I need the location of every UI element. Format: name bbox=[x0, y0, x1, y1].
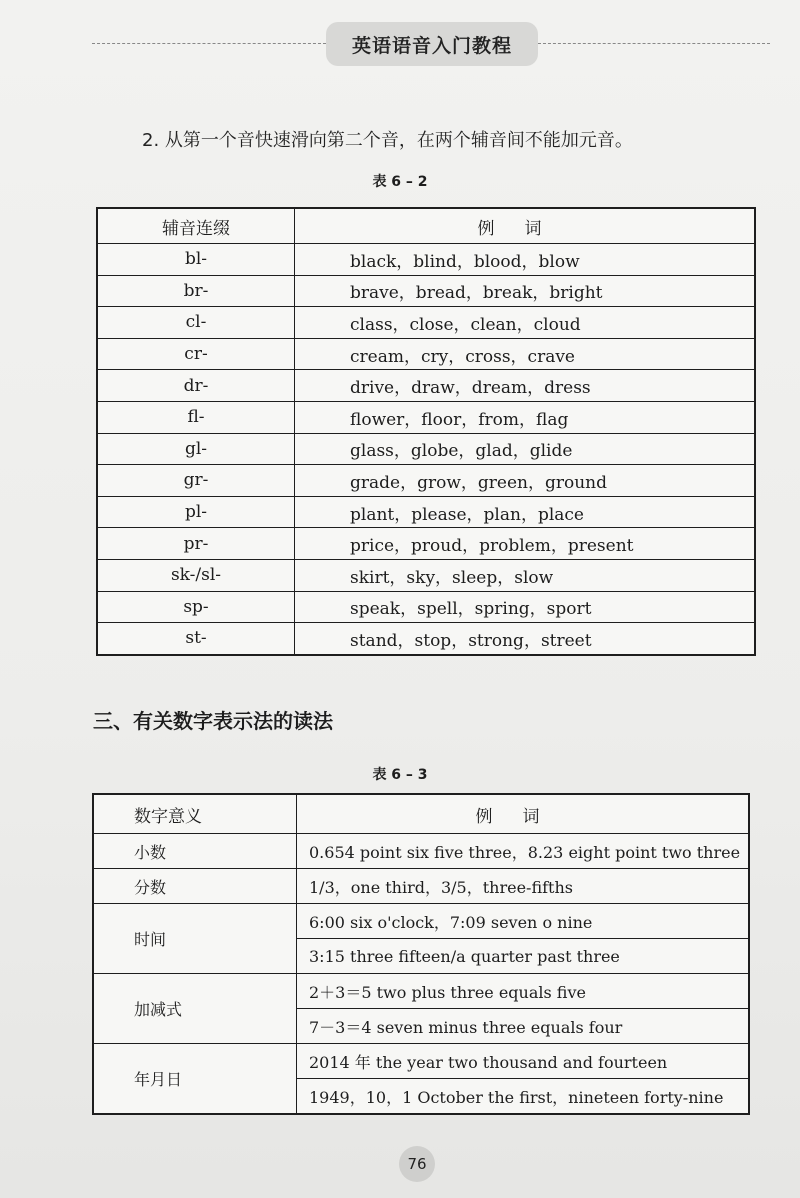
page-number: 76 bbox=[399, 1146, 435, 1182]
table-row bbox=[93, 869, 749, 904]
table-header-cell: 例词 bbox=[295, 208, 756, 244]
cluster-cell: pl- bbox=[97, 496, 295, 528]
table-row bbox=[93, 1044, 749, 1079]
table-row bbox=[97, 559, 755, 591]
table-row bbox=[97, 433, 755, 465]
table-header-cell: 辅音连缀 bbox=[97, 208, 295, 244]
cluster-cell: gr- bbox=[97, 465, 295, 497]
number-meaning-cell: 小数 bbox=[93, 834, 297, 869]
table-row bbox=[97, 338, 755, 370]
example-reading-cell: 2＋3＝5 two plus three equals five bbox=[297, 974, 750, 1009]
example-words-cell: black，blind，blood，blow bbox=[295, 244, 756, 276]
cluster-cell: pr- bbox=[97, 528, 295, 560]
table-row bbox=[97, 496, 755, 528]
cluster-cell: st- bbox=[97, 623, 295, 655]
example-reading-cell: 1/3，one third，3/5，three-fifths bbox=[297, 869, 750, 904]
table-row bbox=[97, 275, 755, 307]
table-row bbox=[97, 528, 755, 560]
table-row bbox=[93, 904, 749, 939]
cluster-cell: br- bbox=[97, 275, 295, 307]
cluster-cell: fl- bbox=[97, 401, 295, 433]
number-reading-table bbox=[92, 793, 750, 1115]
example-reading-cell: 6:00 six o'clock，7:09 seven o nine bbox=[297, 904, 750, 939]
example-reading-cell: 3:15 three fifteen/a quarter past three bbox=[297, 939, 750, 974]
table-row bbox=[97, 465, 755, 497]
table2-caption: 表 6 – 3 bbox=[372, 767, 428, 783]
table-header-row bbox=[97, 208, 755, 244]
cluster-cell: cr- bbox=[97, 338, 295, 370]
number-meaning-cell: 分数 bbox=[93, 869, 297, 904]
number-meaning-cell: 加减式 bbox=[93, 974, 297, 1044]
table-header-row bbox=[93, 794, 749, 834]
table-row bbox=[93, 974, 749, 1009]
header-rule-right bbox=[538, 43, 770, 44]
number-meaning-cell: 时间 bbox=[93, 904, 297, 974]
example-reading-cell: 1949，10，1 October the first，nineteen forty-nine bbox=[297, 1079, 750, 1115]
example-words-cell: glass，globe，glad，glide bbox=[295, 433, 756, 465]
cluster-cell: gl- bbox=[97, 433, 295, 465]
cluster-cell: bl- bbox=[97, 244, 295, 276]
header-rule-left bbox=[92, 43, 326, 44]
example-words-cell: drive，draw，dream，dress bbox=[295, 370, 756, 402]
example-words-cell: stand，stop，strong，street bbox=[295, 623, 756, 655]
number-meaning-cell: 年月日 bbox=[93, 1044, 297, 1115]
example-words-cell: plant，please，plan，place bbox=[295, 496, 756, 528]
section-title: 三、有关数字表示法的读法 bbox=[93, 709, 333, 733]
table-header-cell: 例词 bbox=[297, 794, 750, 834]
table-row bbox=[97, 307, 755, 339]
cluster-cell: dr- bbox=[97, 370, 295, 402]
table-row bbox=[97, 370, 755, 402]
example-words-cell: flower，floor，from，flag bbox=[295, 401, 756, 433]
table1-caption: 表 6 – 2 bbox=[372, 174, 428, 190]
book-title: 英语语音入门教程 bbox=[326, 22, 538, 66]
example-words-cell: cream，cry，cross，crave bbox=[295, 338, 756, 370]
cluster-cell: cl- bbox=[97, 307, 295, 339]
consonant-cluster-table bbox=[96, 207, 756, 656]
example-words-cell: speak，spell，spring，sport bbox=[295, 591, 756, 623]
example-words-cell: grade，grow，green，ground bbox=[295, 465, 756, 497]
example-reading-cell: 0.654 point six five three，8.23 eight point two three bbox=[297, 834, 750, 869]
cluster-cell: sp- bbox=[97, 591, 295, 623]
cluster-cell: sk-/sl- bbox=[97, 559, 295, 591]
example-words-cell: class，close，clean，cloud bbox=[295, 307, 756, 339]
table-row bbox=[97, 591, 755, 623]
table-row bbox=[93, 834, 749, 869]
table-header-cell: 数字意义 bbox=[93, 794, 297, 834]
example-reading-cell: 7－3＝4 seven minus three equals four bbox=[297, 1009, 750, 1044]
example-reading-cell: 2014 年 the year two thousand and fourteen bbox=[297, 1044, 750, 1079]
example-words-cell: skirt，sky，sleep，slow bbox=[295, 559, 756, 591]
example-words-cell: price，proud，problem，present bbox=[295, 528, 756, 560]
table-row bbox=[97, 623, 755, 655]
table-row bbox=[97, 401, 755, 433]
example-words-cell: brave，bread，break，bright bbox=[295, 275, 756, 307]
table-row bbox=[97, 244, 755, 276]
intro-text: 2. 从第一个音快速滑向第二个音，在两个辅音间不能加元音。 bbox=[142, 130, 633, 151]
